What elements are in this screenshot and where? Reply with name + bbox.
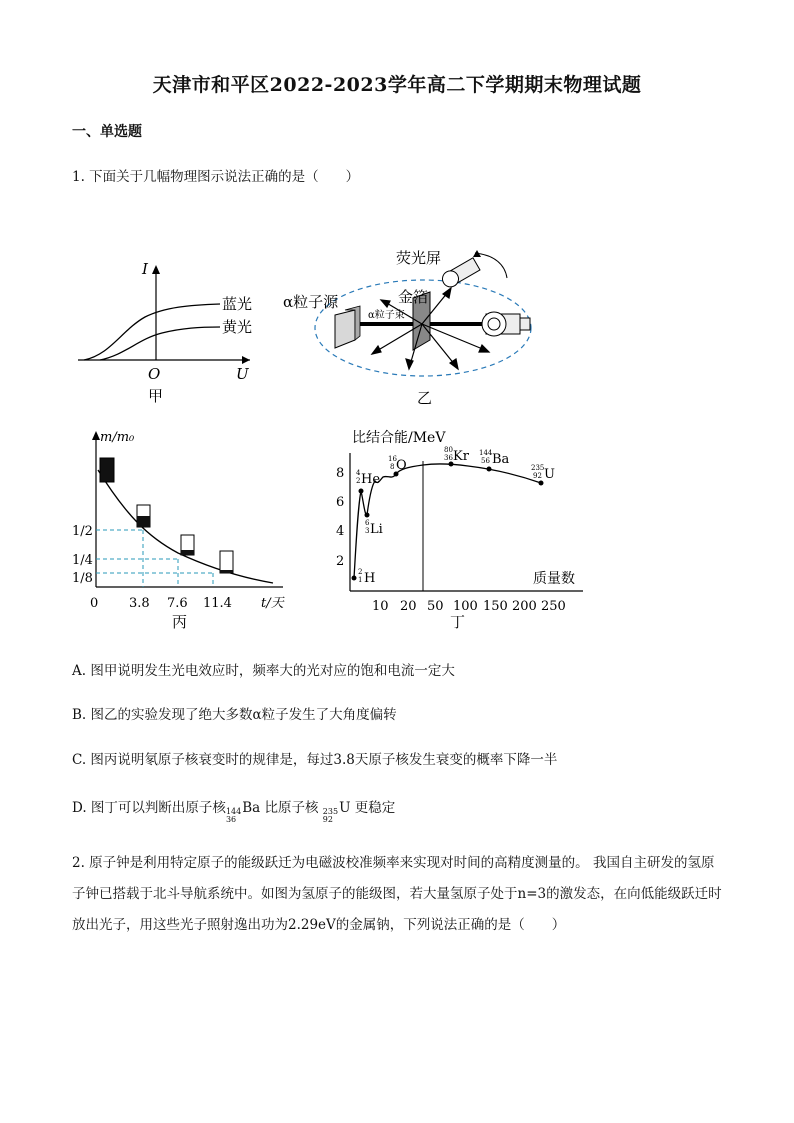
svg-text:3: 3: [365, 527, 370, 535]
bing-xtick-2: 7.6: [167, 596, 188, 611]
option-d-post: 更稳定: [354, 800, 396, 816]
ding-label-he: He: [361, 472, 381, 487]
bing-ytick-2: 1/4: [72, 553, 93, 568]
question-2-stem: 2. 原子钟是利用特定原子的能级跃迁为电磁波校准频率来实现对时间的高精度测量的。 我国自主研发的氢原子钟已搭载于北斗导航系统中。如图为氢原子的能级图，若大量氢原子处于n=3的激发态，在向低能级跃迁时放出光子，用这些光子照射逸出功为2.29eV的金属钠，下列说法正确的是（ ）: [72, 855, 722, 933]
section-heading: 一、单选题: [72, 124, 142, 140]
ding-xtick-10: 10: [372, 599, 389, 614]
ding-ytick-8: 8: [336, 466, 345, 481]
ding-label-li: Li: [370, 522, 383, 537]
ding-xtick-150: 150: [483, 599, 508, 614]
exam-title: 天津市和平区2022-2023学年高二下学期期末物理试题: [152, 74, 642, 96]
ding-xtick-250: 250: [541, 599, 566, 614]
bing-ytick-1: 1/2: [72, 524, 93, 539]
option-d-mid: 比原子核: [264, 800, 319, 816]
bing-xlabel: t/天: [261, 596, 284, 611]
ding-ytick-4: 4: [336, 524, 345, 539]
option-c[interactable]: C. 图丙说明氡原子核衰变时的规律是，每过3.8天原子核发生衰变的概率下降一半: [72, 752, 558, 768]
option-b[interactable]: B. 图乙的实验发现了绝大多数α粒子发生了大角度偏转: [72, 707, 397, 723]
ding-label-kr: Kr: [453, 449, 469, 464]
jia-ylabel: I: [142, 260, 148, 278]
yi-caption: 乙: [417, 389, 433, 407]
jia-xlabel: U: [236, 365, 249, 383]
bing-ylabel: m/m₀: [100, 430, 135, 445]
svg-text:144: 144: [479, 449, 493, 457]
option-a[interactable]: A. 图甲说明发生光电效应时，频率大的光对应的饱和电流一定大: [72, 663, 455, 679]
jia-curve-blue: 蓝光: [222, 295, 253, 313]
ding-xtick-200: 200: [512, 599, 537, 614]
ding-label-u: U: [544, 467, 555, 482]
ding-label-ba: Ba: [492, 452, 510, 467]
svg-text:16: 16: [388, 455, 397, 463]
ding-ytick-2: 2: [336, 554, 345, 569]
figure-jia: [70, 255, 270, 405]
svg-text:2: 2: [358, 568, 363, 576]
ding-label-o: O: [396, 458, 407, 473]
ding-ytick-6: 6: [336, 495, 345, 510]
u-symbol: U: [339, 800, 351, 816]
yi-screen-label: 荧光屏: [396, 249, 442, 267]
bing-caption: 丙: [172, 613, 188, 631]
yi-foil-label: 金箔: [398, 288, 429, 306]
u-isotope-numbers: 235 92: [322, 807, 339, 824]
ding-xtick-50: 50: [427, 599, 444, 614]
ba-isotope-numbers: 144 36: [225, 807, 242, 824]
svg-text:8: 8: [390, 463, 395, 471]
ding-ylabel: 比结合能/MeV: [352, 430, 446, 446]
bing-ytick-3: 1/8: [72, 571, 93, 586]
svg-text:235: 235: [531, 464, 545, 472]
ding-xtick-100: 100: [453, 599, 478, 614]
figure-yi: [280, 240, 560, 410]
svg-text:2: 2: [356, 477, 361, 485]
figure-bing: [68, 425, 298, 635]
bing-xtick-0: 0: [90, 596, 99, 611]
svg-text:36: 36: [444, 454, 453, 462]
svg-text:1: 1: [358, 576, 363, 584]
jia-caption: 甲: [148, 387, 164, 405]
jia-origin: O: [148, 365, 161, 383]
ding-xtick-20: 20: [400, 599, 417, 614]
svg-text:4: 4: [356, 469, 361, 477]
bing-xtick-1: 3.8: [129, 596, 150, 611]
ding-xlabel: 质量数: [533, 571, 575, 587]
jia-curve-yellow: 黄光: [222, 318, 253, 336]
figure-ding: [328, 425, 598, 635]
svg-text:92: 92: [533, 472, 542, 480]
svg-text:6: 6: [365, 519, 370, 527]
yi-beam-label: α粒子束: [368, 310, 405, 321]
bing-xtick-3: 11.4: [203, 596, 232, 611]
yi-source-label: α粒子源: [283, 293, 339, 311]
ba-symbol: Ba: [242, 800, 261, 816]
ding-label-h: H: [364, 571, 376, 586]
ding-caption: 丁: [450, 613, 466, 631]
svg-text:80: 80: [444, 446, 453, 454]
svg-text:56: 56: [481, 457, 490, 465]
option-d[interactable]: [72, 798, 395, 824]
option-d-pre: D. 图丁可以判断出原子核: [72, 800, 226, 816]
question-1-stem: 1. 下面关于几幅物理图示说法正确的是（ ）: [72, 169, 360, 185]
